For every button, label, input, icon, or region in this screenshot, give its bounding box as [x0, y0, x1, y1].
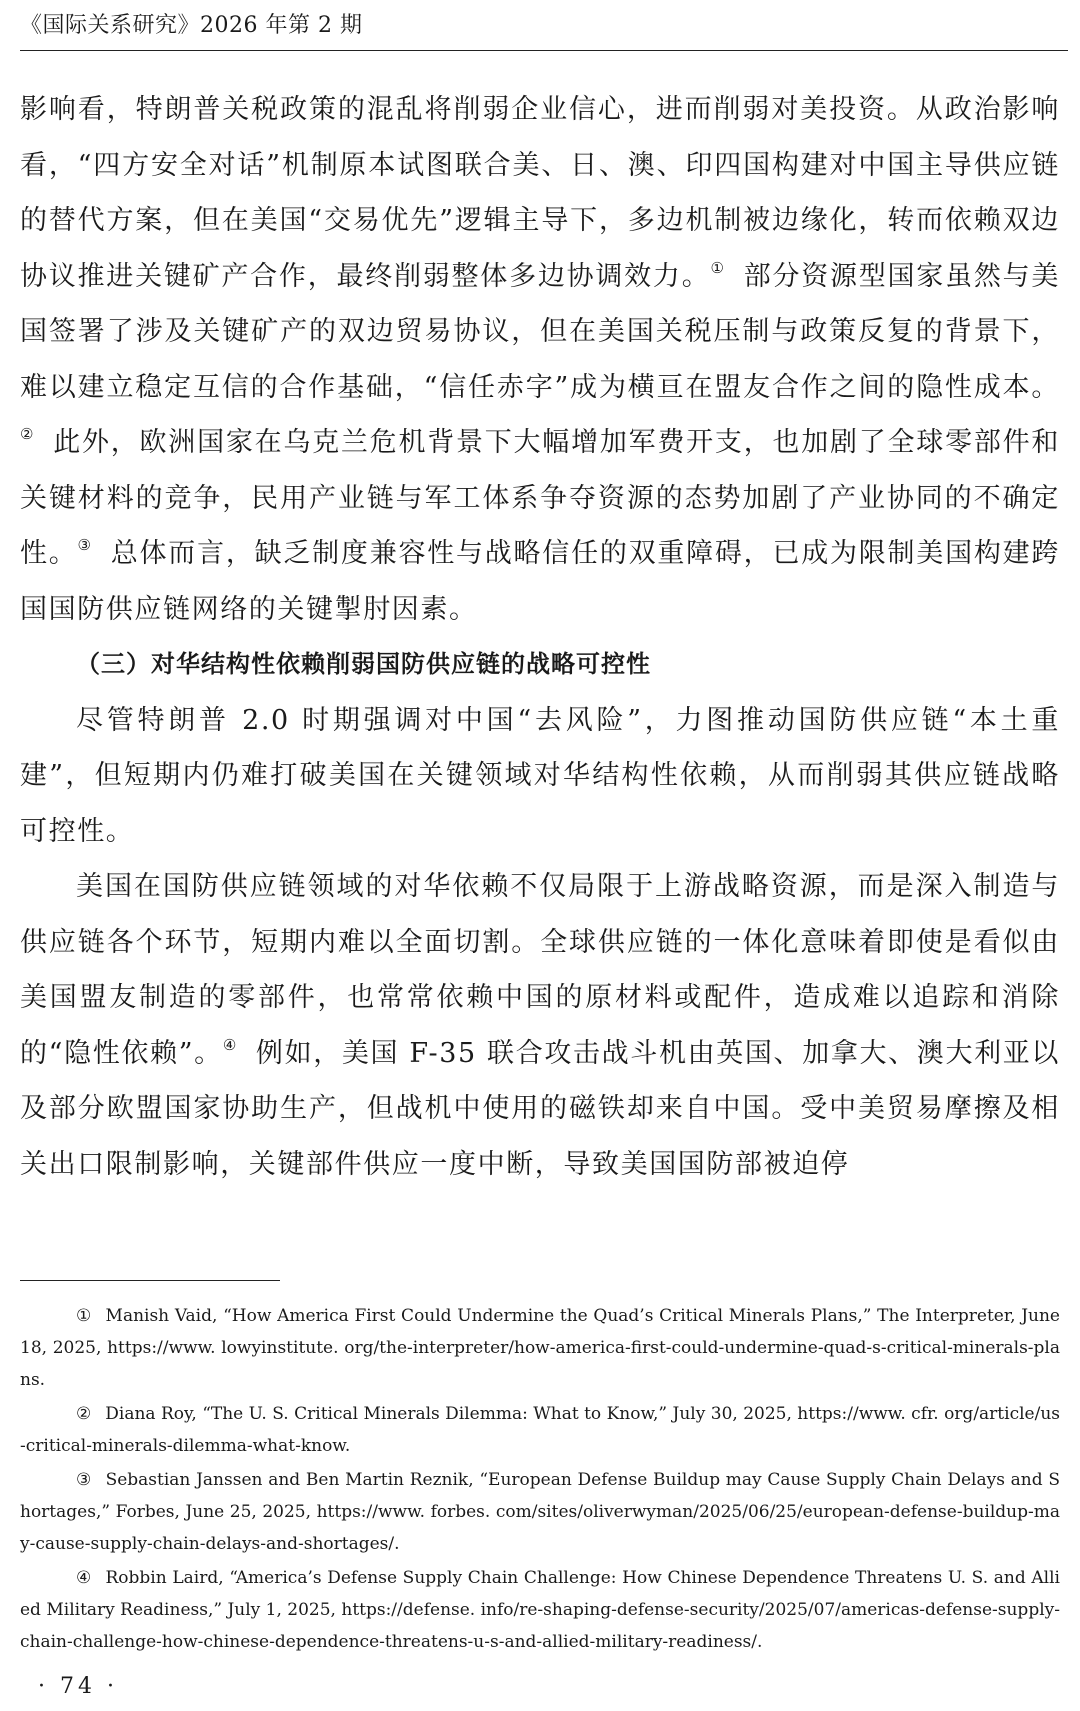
sentence: 影响看，特朗普关税政策的混乱将削弱企业信心，进而削弱对美投资。从政治影响看，“四方安全对话”机制原本试图联合美、日、澳、印四国构建对中国主导供应链的替代方案，但在美国“交易优先”逻辑主导下，多边机制被边缘化，转而依赖双边协议推进关键矿产合作，最终削弱整体多边协调效力。 [20, 94, 1060, 292]
sentence: 部分资源型国家虽然与美国签署了涉及关键矿产的双边贸易协议，但在美国关税压制与政策反复的背景下，难以建立稳定互信的合作基础，“信任赤字”成为横亘在盟友合作之间的隐性成本。 [20, 260, 1060, 403]
footnotes [20, 1300, 1060, 1660]
paragraph: 尽管特朗普 2.0 时期强调对中国“去风险”，力图推动国防供应链“本土重建”，但短期内仍难打破美国在关键领域对华结构性依赖，从而削弱其供应链战略可控性。 [20, 704, 1060, 847]
section-heading: （三）对华结构性依赖削弱国防供应链的战略可控性 [76, 650, 651, 678]
sentence: 此外，欧洲国家在乌克兰危机背景下大幅增加军费开支，也加剧了全球零部件和关键材料的竞争，民用产业链与军工体系争夺资源的态势加剧了产业协同的不确定性。 [20, 427, 1060, 569]
footnote-ref-2[interactable]: ② [20, 425, 36, 443]
footnote-text: Sebastian Janssen and Ben Martin Reznik, “European Defense Buildup may Cause Supply Chain Delays and Shortages,” Forbes, June 25, 2025, https://www. forbes. com/sites/oliverwyman/2025/06/25/european-defense-buildup-may-cause-supply-chain-delays-and-shortages/. [20, 1470, 1060, 1554]
footnote-text: Diana Roy, “The U. S. Critical Minerals Dilemma: What to Know,” July 30, 2025, https://www. cfr. org/article/us-critical-minerals-dilemma-what-know. [20, 1404, 1060, 1456]
footnote-marker: ④ [76, 1568, 92, 1588]
footnote-text: Manish Vaid, “How America First Could Undermine the Quad’s Critical Minerals Plans,” The Interpreter, June 18, 2025, https://www. lowyinstitute. org/the-interpreter/how-america-first-could-undermine-quad-s-critical-minerals-plans. [20, 1306, 1060, 1390]
sentence: 总体而言，缺乏制度兼容性与战略信任的双重障碍，已成为限制美国构建跨国国防供应链网络的关键掣肘因素。 [20, 538, 1060, 625]
running-head: 《国际关系研究》2026 年第 2 期 [20, 13, 363, 38]
footnote [20, 1398, 1060, 1462]
paragraph-continued [20, 82, 1060, 637]
footnote-marker: ① [76, 1306, 92, 1326]
footnote-ref-1[interactable]: ① [710, 258, 726, 277]
footnote [20, 1300, 1060, 1396]
footnote-marker: ② [76, 1404, 92, 1424]
footnote-marker: ③ [76, 1470, 92, 1490]
footnote-ref-4[interactable]: ④ [222, 1035, 238, 1054]
paragraph [20, 859, 1060, 1192]
sentence: 美国在国防供应链领域的对华依赖不仅局限于上游战略资源，而是深入制造与供应链各个环节，短期内难以全面切割。全球供应链的一体化意味着即使是看似由美国盟友制造的零部件，也常常依赖中国的原材料或配件，造成难以追踪和消除的“隐性依赖”。 [20, 871, 1060, 1069]
footnote [20, 1562, 1060, 1658]
footnote [20, 1464, 1060, 1560]
main-text [20, 82, 1060, 1192]
footnote-text: Robbin Laird, “America’s Defense Supply Chain Challenge: How Chinese Dependence Threatens U. S. and Allied Military Readiness,” July 1, 2025, https://defense. info/re-shaping-defense-security/2025/07/americas-defense-supply-chain-challenge-how-chinese-dependence-threatens-u-s-and-allied-military-readiness/. [20, 1568, 1060, 1652]
header-rule [20, 50, 1068, 51]
footnote-rule [20, 1280, 280, 1281]
footnote-ref-3[interactable]: ③ [77, 536, 93, 554]
page-number: · 74 · [38, 1674, 118, 1699]
sentence: 例如，美国 F-35 联合攻击战斗机由英国、加拿大、澳大利亚以及部分欧盟国家协助生产，但战机中使用的磁铁却来自中国。受中美贸易摩擦及相关出口限制影响，关键部件供应一度中断，导致美国国防部被迫停 [20, 1037, 1060, 1180]
